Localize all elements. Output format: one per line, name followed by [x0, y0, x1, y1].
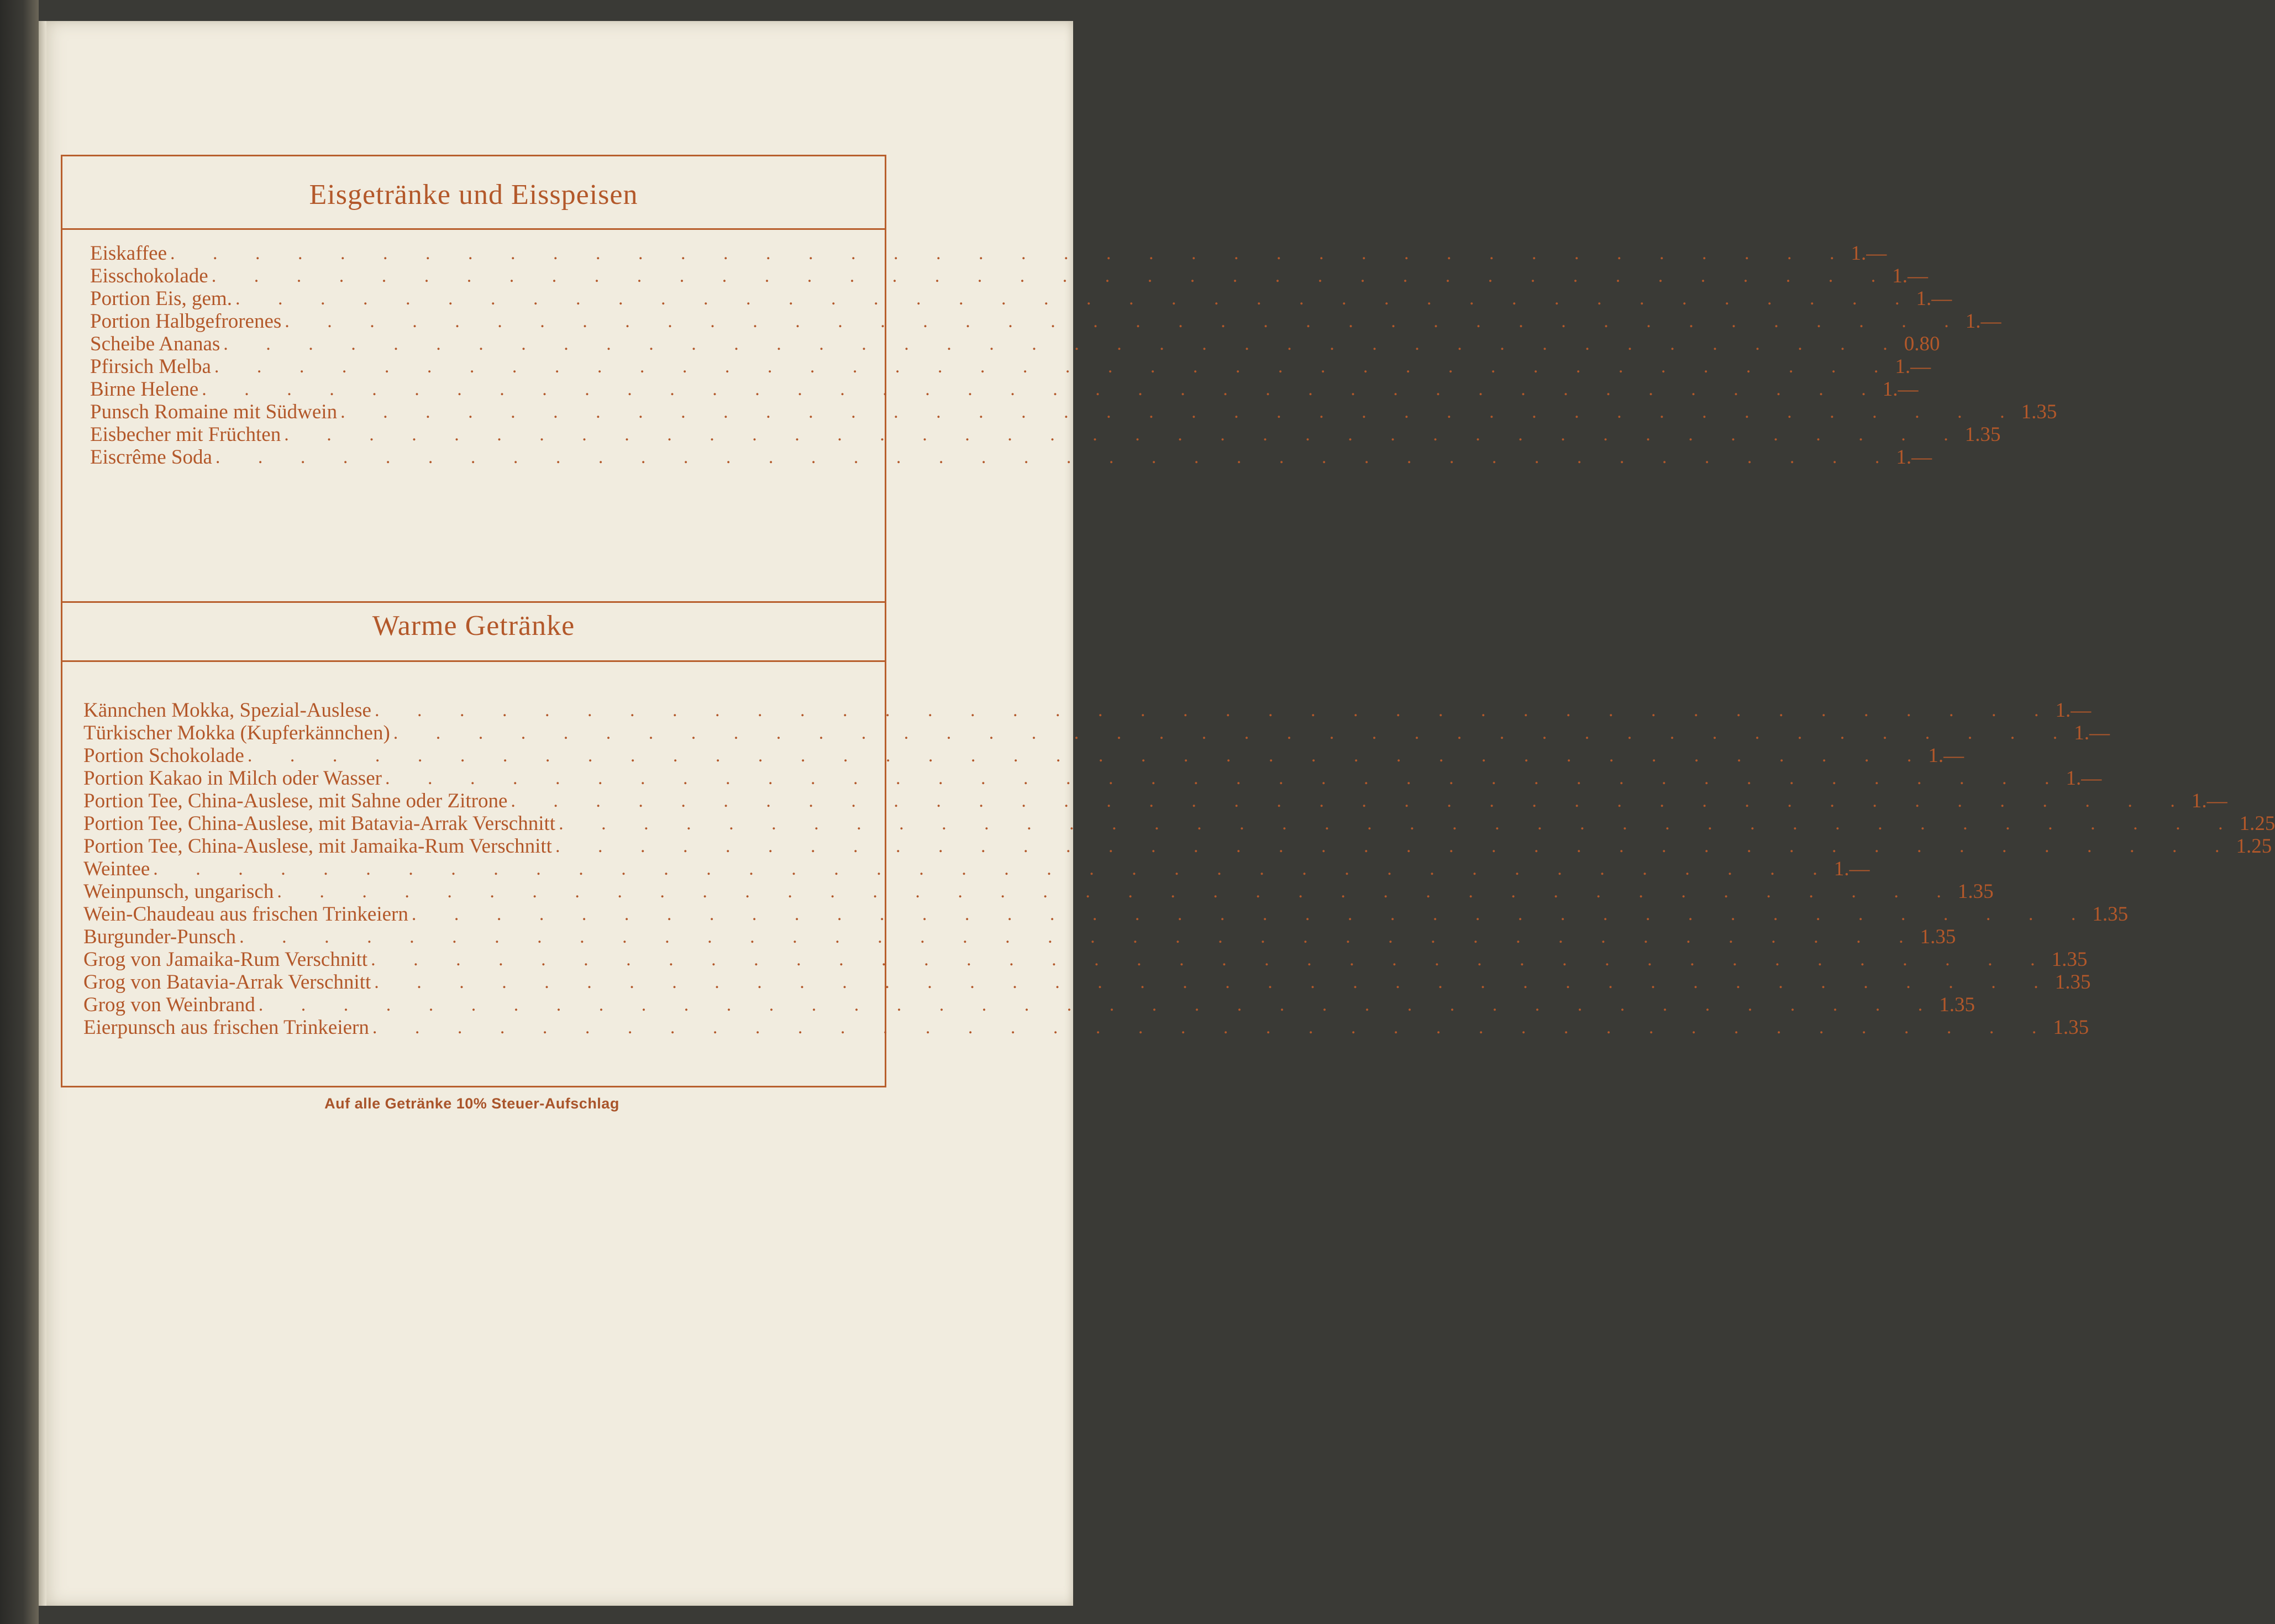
- dot-leader: . . . . . . . . . . . . . . . . . . . . . . . . . . . . . . . . . . . . . . . .: [284, 424, 1965, 445]
- menu-item-name: Wein-Chaudeau aus frischen Trinkeiern: [83, 903, 408, 926]
- menu-item: [83, 744, 1964, 767]
- dot-leader: . . . . . . . . . . . . . . . . . . . . . . . . . . . . . . . . . . . . . . . .: [239, 927, 1920, 947]
- menu-item-price: 1.—: [1892, 265, 1928, 287]
- menu-item-name: Eierpunsch aus frischen Trinkeiern: [83, 1016, 369, 1039]
- menu-item: [83, 971, 2091, 994]
- menu-list-ice: [62, 242, 2057, 469]
- menu-item-name: Portion Tee, China-Auslese, mit Jamaika-Rum Verschnitt: [83, 835, 552, 858]
- menu-item: [90, 423, 2001, 446]
- menu-item: [83, 926, 1956, 948]
- menu-item-price: 1.35: [2051, 948, 2088, 971]
- section-divider: [62, 660, 885, 662]
- menu-item-name: Portion Tee, China-Auslese, mit Batavia-Arrak Verschnitt: [83, 812, 556, 835]
- dot-leader: . . . . . . . . . . . . . . . . . . . . . . . . . . . . . . . . . . . . . . . .: [202, 379, 1883, 400]
- menu-item-price: 1.—: [1851, 242, 1887, 265]
- section-divider: [62, 228, 885, 230]
- menu-item: [83, 812, 2275, 835]
- menu-item-price: 1.—: [2066, 767, 2102, 790]
- menu-item-name: Eiscrême Soda: [90, 446, 212, 469]
- menu-item-name: Türkischer Mokka (Kupferkännchen): [83, 722, 390, 744]
- menu-item-name: Kännchen Mokka, Spezial-Auslese: [83, 699, 371, 722]
- dot-leader: . . . . . . . . . . . . . . . . . . . . . . . . . . . . . . . . . . . . . . . .: [211, 266, 1893, 286]
- menu-item-name: Punsch Romaine mit Südwein: [90, 401, 338, 423]
- menu-item-price: 1.—: [1916, 287, 1952, 310]
- menu-item: [83, 1016, 2089, 1039]
- menu-item-price: 1.—: [1965, 310, 2001, 333]
- menu-item-name: Grog von Weinbrand: [83, 994, 255, 1016]
- dot-leader: . . . . . . . . . . . . . . . . . . . . . . . . . . . . . . . . . . . . . . . .: [555, 836, 2236, 856]
- menu-item-price: 1.—: [2074, 722, 2110, 744]
- menu-item-price: 1.35: [1964, 423, 2001, 446]
- menu-item-price: 1.25: [2239, 812, 2275, 835]
- menu-item: [83, 948, 2088, 971]
- menu-item-name: Grog von Jamaika-Rum Verschnitt: [83, 948, 368, 971]
- dot-leader: . . . . . . . . . . . . . . . . . . . . . . . . . . . . . . . . . . . . . . . .: [247, 745, 1929, 766]
- menu-item-price: 0.80: [1904, 333, 1940, 355]
- dot-leader: . . . . . . . . . . . . . . . . . . . . . . . . . . . . . . . . . . . . . . . .: [511, 791, 2192, 811]
- menu-item-price: 1.35: [2053, 1016, 2089, 1039]
- dot-leader: . . . . . . . . . . . . . . . . . . . . . . . . . . . . . . . . . . . . . . . .: [215, 447, 1896, 467]
- dot-leader: . . . . . . . . . . . . . . . . . . . . . . . . . . . . . . . . . . . . . . . .: [258, 995, 1940, 1015]
- book-binding-edge: [0, 0, 39, 1624]
- dot-leader: . . . . . . . . . . . . . . . . . . . . . . . . . . . . . . . . . . . . . . . .: [385, 768, 2066, 789]
- menu-item-price: 1.—: [1928, 744, 1964, 767]
- menu-item-price: 1.35: [1939, 994, 1975, 1016]
- dot-leader: . . . . . . . . . . . . . . . . . . . . . . . . . . . . . . . . . . . . . . . .: [340, 402, 2021, 422]
- menu-item-name: Eisbecher mit Früchten: [90, 423, 281, 446]
- dot-leader: . . . . . . . . . . . . . . . . . . . . . . . . . . . . . . . . . . . . . . . .: [393, 723, 2074, 743]
- dot-leader: . . . . . . . . . . . . . . . . . . . . . . . . . . . . . . . . . . . . . . . .: [170, 243, 1851, 264]
- menu-item-name: Weintee: [83, 858, 150, 880]
- menu-item: [90, 265, 1928, 287]
- menu-item-name: Eisschokolade: [90, 265, 208, 287]
- dot-leader: . . . . . . . . . . . . . . . . . . . . . . . . . . . . . . . . . . . . . . . .: [214, 356, 1895, 377]
- menu-item-name: Portion Schokolade: [83, 744, 244, 767]
- menu-list-warm: [62, 699, 2275, 1039]
- dot-leader: . . . . . . . . . . . . . . . . . . . . . . . . . . . . . . . . . . . . . . . .: [374, 972, 2055, 992]
- dot-leader: . . . . . . . . . . . . . . . . . . . . . . . . . . . . . . . . . . . . . . . .: [277, 881, 1958, 902]
- menu-item-name: Portion Kakao in Milch oder Wasser: [83, 767, 382, 790]
- menu-frame: [61, 155, 2275, 1087]
- tax-footnote: Auf alle Getränke 10% Steuer-Aufschlag: [324, 1095, 619, 1112]
- menu-item: [90, 355, 1931, 378]
- menu-item: [83, 790, 2227, 812]
- menu-item-price: 1.35: [2055, 971, 2091, 994]
- menu-item: [83, 835, 2272, 858]
- menu-item: [90, 446, 1932, 469]
- menu-item: [90, 287, 1952, 310]
- menu-item-name: Weinpunsch, ungarisch: [83, 880, 274, 903]
- menu-item: [90, 401, 2057, 423]
- menu-item-price: 1.—: [1833, 858, 1870, 880]
- menu-item-price: 1.35: [1920, 926, 1956, 948]
- dot-leader: . . . . . . . . . . . . . . . . . . . . . . . . . . . . . . . . . . . . . . . .: [372, 1017, 2053, 1038]
- dot-leader: . . . . . . . . . . . . . . . . . . . . . . . . . . . . . . . . . . . . . . . .: [223, 334, 1904, 354]
- menu-item-price: 1.25: [2236, 835, 2272, 858]
- menu-item: [83, 994, 1975, 1016]
- menu-item-name: Portion Eis, gem.: [90, 287, 232, 310]
- menu-item-name: Portion Tee, China-Auslese, mit Sahne oder Zitrone: [83, 790, 508, 812]
- menu-item-name: Pfirsich Melba: [90, 355, 211, 378]
- menu-item: [83, 880, 1994, 903]
- menu-item-price: 1.35: [2021, 401, 2057, 423]
- menu-item: [90, 333, 1940, 355]
- menu-item: [83, 767, 2102, 790]
- menu-item: [90, 242, 1887, 265]
- menu-item-price: 1.—: [1895, 355, 1931, 378]
- menu-item: [90, 378, 1919, 401]
- section-title-ice: Eisgetränke und Eisspeisen: [309, 179, 638, 211]
- menu-item-price: 1.35: [1957, 880, 1994, 903]
- menu-item-price: 1.—: [2191, 790, 2227, 812]
- menu-item-name: Eiskaffee: [90, 242, 167, 265]
- page-gutter: [39, 21, 46, 1606]
- menu-item: [83, 722, 2110, 744]
- menu-item-price: 1.—: [1896, 446, 1932, 469]
- menu-item-name: Burgunder-Punsch: [83, 926, 237, 948]
- dot-leader: . . . . . . . . . . . . . . . . . . . . . . . . . . . . . . . . . . . . . . . .: [374, 700, 2056, 721]
- section-title-warm: Warme Getränke: [372, 610, 575, 642]
- menu-item: [83, 699, 2092, 722]
- dot-leader: . . . . . . . . . . . . . . . . . . . . . . . . . . . . . . . . . . . . . . . .: [411, 904, 2093, 924]
- dot-leader: . . . . . . . . . . . . . . . . . . . . . . . . . . . . . . . . . . . . . . . .: [153, 859, 1834, 879]
- section-divider: [62, 601, 885, 603]
- menu-item-name: Scheibe Ananas: [90, 333, 220, 355]
- menu-item-name: Grog von Batavia-Arrak Verschnitt: [83, 971, 371, 994]
- menu-item-name: Birne Helene: [90, 378, 199, 401]
- menu-item-name: Portion Halbgefrorenes: [90, 310, 282, 333]
- menu-item-price: 1.—: [1882, 378, 1919, 401]
- menu-item-price: 1.—: [2055, 699, 2092, 722]
- menu-item: [90, 310, 2001, 333]
- dot-leader: . . . . . . . . . . . . . . . . . . . . . . . . . . . . . . . . . . . . . . . .: [559, 813, 2240, 834]
- menu-item: [83, 903, 2129, 926]
- menu-item-price: 1.35: [2092, 903, 2129, 926]
- menu-item: [83, 858, 1870, 880]
- dot-leader: . . . . . . . . . . . . . . . . . . . . . . . . . . . . . . . . . . . . . . . .: [285, 311, 1966, 332]
- dot-leader: . . . . . . . . . . . . . . . . . . . . . . . . . . . . . . . . . . . . . . . .: [371, 949, 2052, 970]
- dot-leader: . . . . . . . . . . . . . . . . . . . . . . . . . . . . . . . . . . . . . . . .: [235, 288, 1916, 309]
